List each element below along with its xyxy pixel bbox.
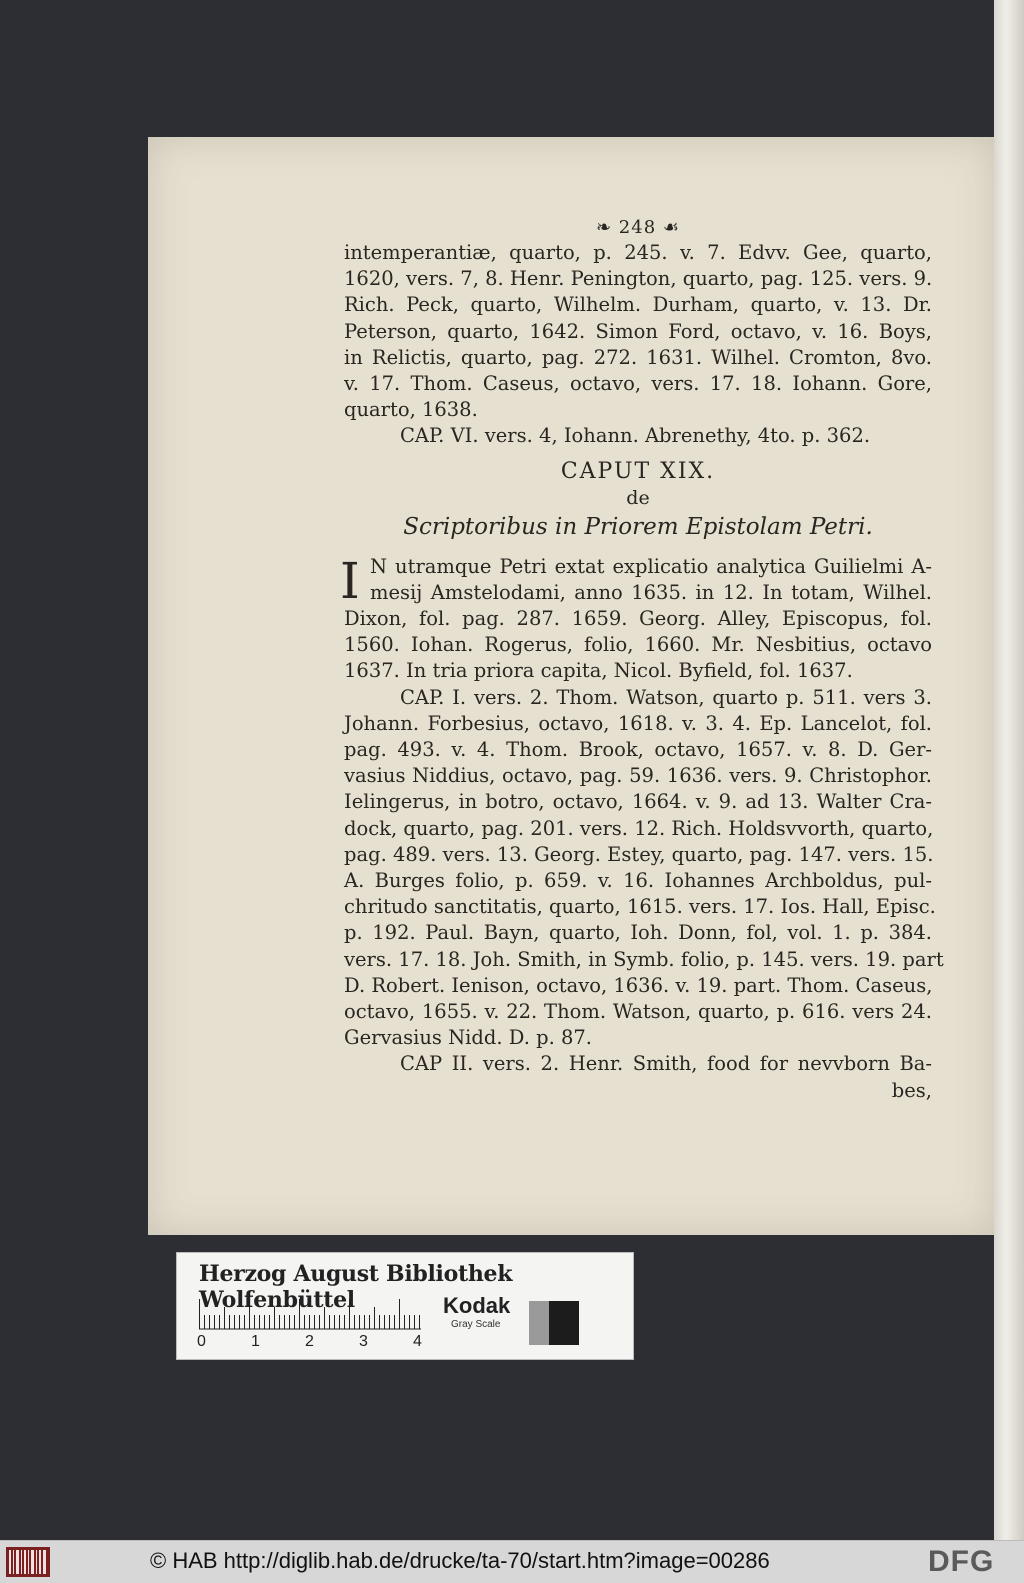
text-line: mesij Amstelodami, anno 1635. in 12. In totam, Wilhel. <box>370 580 932 604</box>
ruler-number: 1 <box>251 1333 260 1350</box>
text-line: Ielingerus, in botro, octavo, 1664. v. 9. ad 13. Walter Cra- <box>344 790 932 814</box>
library-name: Herzog August Bibliothek Wolfenbüttel <box>199 1261 513 1313</box>
book-page <box>148 137 994 1235</box>
text-line: Johann. Forbesius, octavo, 1618. v. 3. 4. Ep. Lancelot, fol. <box>344 711 932 735</box>
gray-swatch <box>529 1301 549 1345</box>
text-lines-cap-i <box>344 711 944 1052</box>
chapter-de: de <box>626 486 650 509</box>
kodak-brand: Kodak <box>443 1293 511 1318</box>
text-line: Rich. Peck, quarto, Wilhelm. Durham, quarto, v. 13. Dr. <box>344 293 932 317</box>
text-line: octavo, 1655. v. 22. Thom. Watson, quarto, p. 616. vers 24. <box>344 1000 932 1024</box>
black-swatch <box>549 1301 579 1345</box>
text-line: vers. 17. 18. Joh. Smith, in Symb. folio, p. 145. vers. 19. part <box>344 947 944 971</box>
copyright-url[interactable]: © HAB http://diglib.hab.de/drucke/ta-70/start.htm?image=00286 <box>150 1548 770 1573</box>
ruler-scale <box>199 1297 421 1331</box>
text-line: pag. 489. vers. 13. Georg. Estey, quarto, pag. 147. vers. 15. <box>344 842 934 866</box>
dfg-logo: DFG <box>928 1545 995 1578</box>
text-line: 1620, vers. 7, 8. Henr. Penington, quarto, pag. 125. vers. 9. <box>344 267 933 291</box>
text-line: 1560. Iohan. Rogerus, folio, 1660. Mr. Nesbitius, octavo <box>344 633 932 657</box>
text-line: N utramque Petri extat explicatio analytica Guilielmi A- <box>370 554 932 578</box>
ruler-number: 0 <box>197 1333 206 1350</box>
ruler-number: 2 <box>305 1333 314 1350</box>
cap-i-line: CAP. I. vers. 2. Thom. Watson, quarto p. 511. vers 3. <box>400 685 932 709</box>
library-label-card <box>176 1252 634 1360</box>
text-line: p. 192. Paul. Bayn, quarto, Ioh. Donn, fol, vol. 1. p. 384. <box>344 921 932 945</box>
chapter-subtitle: Scriptoribus in Priorem Epistolam Petri. <box>403 513 873 540</box>
ruler-number: 4 <box>413 1333 422 1350</box>
cap-ii-line: CAP II. vers. 2. Henr. Smith, food for nevvborn Ba- <box>400 1052 932 1076</box>
page-number: ❧ 248 ☙ <box>595 217 681 238</box>
text-line: Dixon, fol. pag. 287. 1659. Georg. Alley, Episcopus, fol. <box>344 607 932 631</box>
text-line: in Relictis, quarto, pag. 272. 1631. Wilhel. Cromton, 8vo. <box>344 345 932 369</box>
text-line: A. Burges folio, p. 659. v. 16. Iohannes Archboldus, pul- <box>344 869 932 893</box>
text-line: Gervasius Nidd. D. p. 87. <box>344 1026 592 1050</box>
gray-scale-label: Gray Scale <box>451 1319 501 1330</box>
text-lines-body <box>344 606 932 685</box>
drop-cap: I <box>340 551 360 610</box>
text-line: 1637. In tria priora capita, Nicol. Byfield, fol. 1637. <box>344 659 853 683</box>
text-line: pag. 493. v. 4. Thom. Brook, octavo, 1657. v. 8. D. Ger- <box>344 738 932 762</box>
catchword-line: bes, <box>891 1078 932 1102</box>
barcode-icon <box>6 1547 50 1577</box>
chapter-heading: CAPUT XIX. <box>560 458 716 484</box>
page-edge-strip <box>994 0 1024 1540</box>
text-line: vasius Niddius, octavo, pag. 59. 1636. vers. 9. Christophor. <box>344 764 932 788</box>
page-text-block <box>340 217 944 1104</box>
text-lines-top <box>344 240 932 423</box>
cap-vi-line: CAP. VI. vers. 4, Iohann. Abrenethy, 4to. p. 362. <box>400 424 871 448</box>
intro-paragraph <box>340 551 932 610</box>
footer-bar <box>0 1540 1024 1583</box>
page-number-value: 248 <box>618 217 657 238</box>
ruler-numbers <box>195 1333 435 1353</box>
text-line: intemperantiæ, quarto, p. 245. v. 7. Edvv. Gee, quarto, <box>344 241 932 264</box>
text-line: D. Robert. Ienison, octavo, 1636. v. 19. part. Thom. Caseus, <box>344 973 933 997</box>
text-line: chritudo sanctitatis, quarto, 1615. vers. 17. Ios. Hall, Episc. <box>344 895 936 919</box>
text-line: quarto, 1638. <box>344 398 478 422</box>
ruler-number: 3 <box>359 1333 368 1350</box>
text-line: v. 17. Thom. Caseus, octavo, vers. 17. 18. Iohann. Gore, <box>344 372 932 396</box>
text-line: dock, quarto, pag. 201. vers. 12. Rich. Holdsvvorth, quarto, <box>344 816 934 840</box>
intro-lines <box>344 554 932 606</box>
text-line: Peterson, quarto, 1642. Simon Ford, octavo, v. 16. Boys, <box>344 319 932 343</box>
